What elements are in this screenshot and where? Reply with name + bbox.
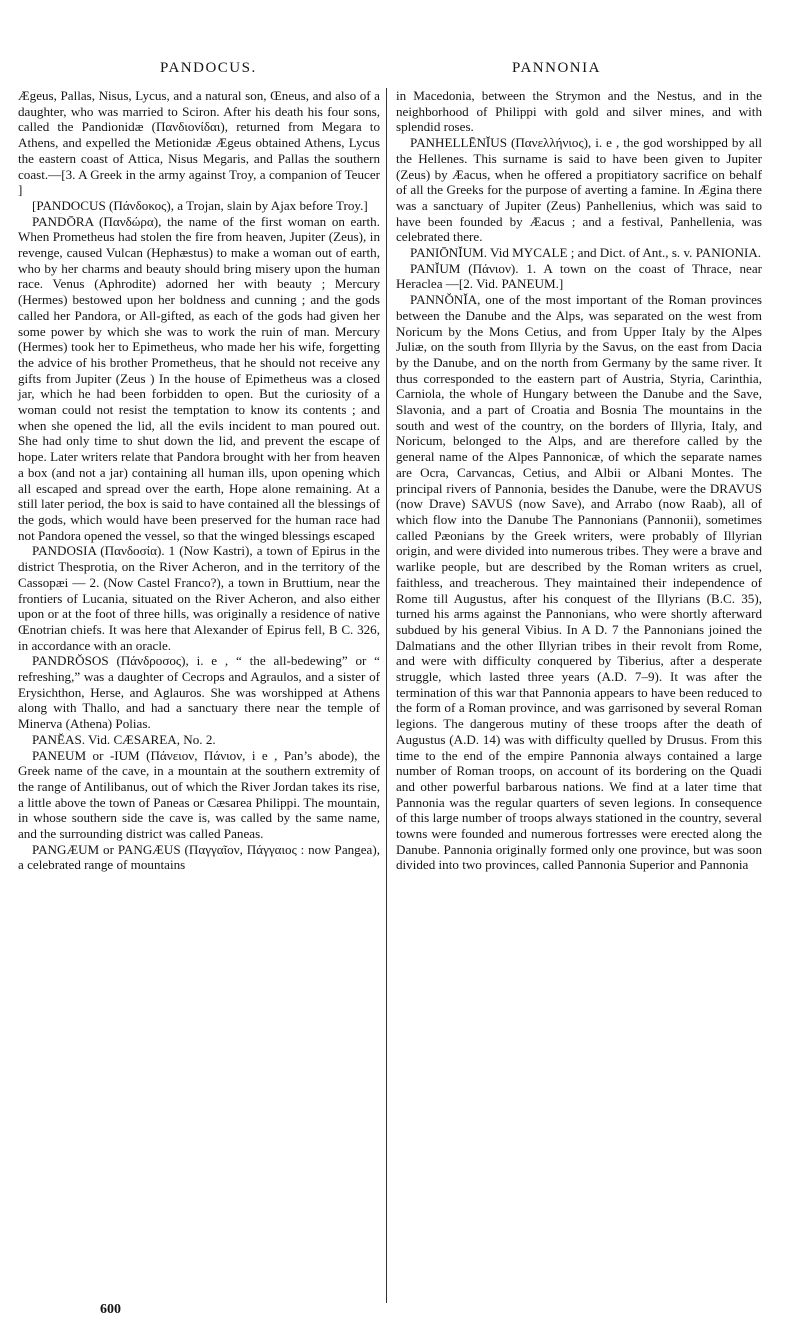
entry-panhellenius: PANHELLĒNĬUS (Πανελλήνιος), i. e , the god worshipped by all the Hellenes. This surname is said to have been given to Jupiter (Zeus) by Æacus, when he offered a propitiatory sacrifice on behalf of all the Greeks for the purpose of averting a famine. In Ægina there was a sanctuary of Jupiter (Zeus) Panhellenius, which was said to have been founded by Æacus ; and a festival, Panhellenia, was celebrated there. — [396, 135, 762, 245]
column-rule — [386, 88, 387, 1303]
entry-paneum: PANEUM or -IUM (Πάνειον, Πάνιον, i e , Pan’s abode), the Greek name of the cave, in a mountain at the southern extremity of the range of Antilibanus, out of which the River Jordan takes its rise, a little above the town of Paneas or Cæsarea Philippi. The mountain, in whose southern side the cave is, was called by the same name, and the surrounding district was called Paneas. — [18, 747, 380, 842]
running-head-right: PANNONIA — [512, 60, 601, 76]
entry-pandosia: PANDOSIA (Πανδοσία). 1 (Now Kastri), a town of Epirus in the district Thesprotia, on the River Acheron, and in the territory of the Cassopæi — 2. (Now Castel Franco?), a town in Bruttium, near the frontiers of Lucania, situated on the River Acheron, and also either upon or at the foot of three hills, was originally a residence of native Œnotrian chiefs. It was here that Alexander of Epirus fell, B C. 326, in accordance with an oracle. — [18, 543, 380, 653]
left-column — [18, 88, 380, 873]
entry-pangaeum: PANGÆUM or PANGÆUS (Παγγαῖον, Πάγγαιος : now Pangea), a celebrated range of mountains — [18, 841, 380, 873]
entry-pandora: PANDŌRA (Πανδώρα), the name of the first woman on earth. When Prometheus had stolen the fire from heaven, Jupiter (Zeus), in revenge, caused Vulcan (Hephæstus) to make a woman out of earth, who by her charms and beauty should bring misery upon the human race. Venus (Aphrodite) adorned her with beauty ; Mercury (Hermes) bestowed upon her boldness and cunning ; and the gods called her Pandora, or All-gifted, as each of the gods had given her some power by which she was to work the ruin of man. Mercury (Hermes) took her to Epimetheus, who made her his wife, forgetting the advice of his brother Prometheus, that he should not receive any gifts from Jupiter (Zeus ) In the house of Epimetheus was a closed jar, which he had been forbidden to open. But the curiosity of a woman could not resist the temptation to know its contents ; and when she opened the lid, all the evils incident to man poured out. She had only time to shut down the lid, and prevent the escape of hope. Later writers relate that Pandora brought with her from heaven a box (and not a jar) containing all human ills, upon opening which all escaped and spread over the earth, Hope alone remaining. At a still later period, the box is said to have contained all the blessings of the gods, which would have been preserved for the human race had not Pandora opened the vessel, so that the winged blessings escaped — [18, 213, 380, 543]
entry-panionium: PANIŌNĬUM. Vid MYCALE ; and Dict. of Ant., s. v. PANIONIA. — [410, 245, 762, 261]
entry-pandocus: [PANDOCUS (Πάνδοκος), a Trojan, slain by Ajax before Troy.] — [32, 197, 368, 213]
running-head-left: PANDOCUS. — [160, 60, 257, 76]
entry-pannonia: PANNŎNĬA, one of the most important of the Roman provinces between the Danube and the Alps, was separated on the west from Noricum by the Mons Cetius, and from Upper Italy by the Alpes Juliæ, on the south from Illyria by the Savus, on the east from Dacia by the Danube, and on the north from Germany by the same river. It thus corresponded to the eastern part of Austria, Styria, Carinthia, Carniola, the whole of Hungary between the Danube and the Save, Slavonia, and a part of Croatia and Bosnia The mountains in the south and west of the country, on the borders of Illyria, Italy, and Noricum, belonged to the Alps, and are therefore called by the general name of the Alpes Pannonicæ, of which the separate names are Ocra, Carvancas, Cetius, and Albii or Albani Montes. The principal rivers of Pannonia, besides the Danube, were the DRAVUS (now Drave) SAVUS (now Save), and Arrabo (now Raab), all of which flow into the Danube The Pannonians (Pannonii), sometimes called Pæonians by the Greek writers, were probably of Illyrian origin, and were divided into numerous tribes. They were a brave and warlike people, but are described by the Roman writers as cruel, faithless, and treacherous. They maintained their independence of Rome till Augustus, after his conquest of the Illyrians (B.C. 35), turned his arms against the Pannonians, who were shortly afterward subdued by his general Vibius. In A D. 7 the Pannonians joined the Dalmatians and the other Illyrian tribes in their revolt from Rome, and were with difficulty conquered by Tiberius, after a desperate struggle, which lasted three years (A.D. 7–9). It was after the termination of this war that Pannonia appears to have been reduced to the form of a Roman province, and was garrisoned by several Roman legions. The dangerous mutiny of these troops after the death of Augustus (A.D. 14) was with difficulty quelled by Drusus. From this time to the end of the empire Pannonia always contained a large number of Roman troops, on account of its bordering on the Quadi and other powerful barbarous nations. We find at a later time that Pannonia was the regular quarters of seven legions. In consequence of this large number of troops always stationed in the country, several towns were founded and numerous fortresses were erected along the Danube. Pannonia originally formed only one province, but was soon divided into two provinces, called Pannonia Superior and Pannonia — [396, 292, 762, 873]
entry-pangaeum-continued: in Macedonia, between the Strymon and the Nestus, and in the neighborhood of Philippi with gold and silver mines, and with splendid roses. — [396, 88, 762, 135]
right-column — [396, 88, 762, 873]
entry-paneas: PANĔAS. Vid. CÆSAREA, No. 2. — [32, 731, 216, 747]
page-number: 600 — [100, 1302, 121, 1317]
entry-pandrosos: PANDRŎSOS (Πάνδροσος), i. e , “ the all-bedewing” or “ refreshing,” was a daughter of Cecrops and Agraulos, and a sister of Erysichthon, Herse, and Aglauros. She was worshipped at Athens along with Thallo, and had a sanctuary there near the temple of Minerva (Athena) Polias. — [18, 653, 380, 732]
entry-panium: PANĬUM (Πάνιον). 1. A town on the coast of Thrace, near Heraclea —[2. Vid. PANEUM.] — [396, 260, 762, 292]
entry-pandion-continued: Ægeus, Pallas, Nisus, Lycus, and a natural son, Œneus, and also of a daughter, who was married to Sciron. After his death his four sons, called the Pandionidæ (Πανδιονίδαι), returned from Megara to Athens, and expelled the Metionidæ Ægeus obtained Athens, Lycus the eastern coast of Attica, Nisus Megaris, and Pallas the southern coast.—[3. A Greek in the army against Troy, a companion of Teucer ] — [18, 88, 380, 198]
